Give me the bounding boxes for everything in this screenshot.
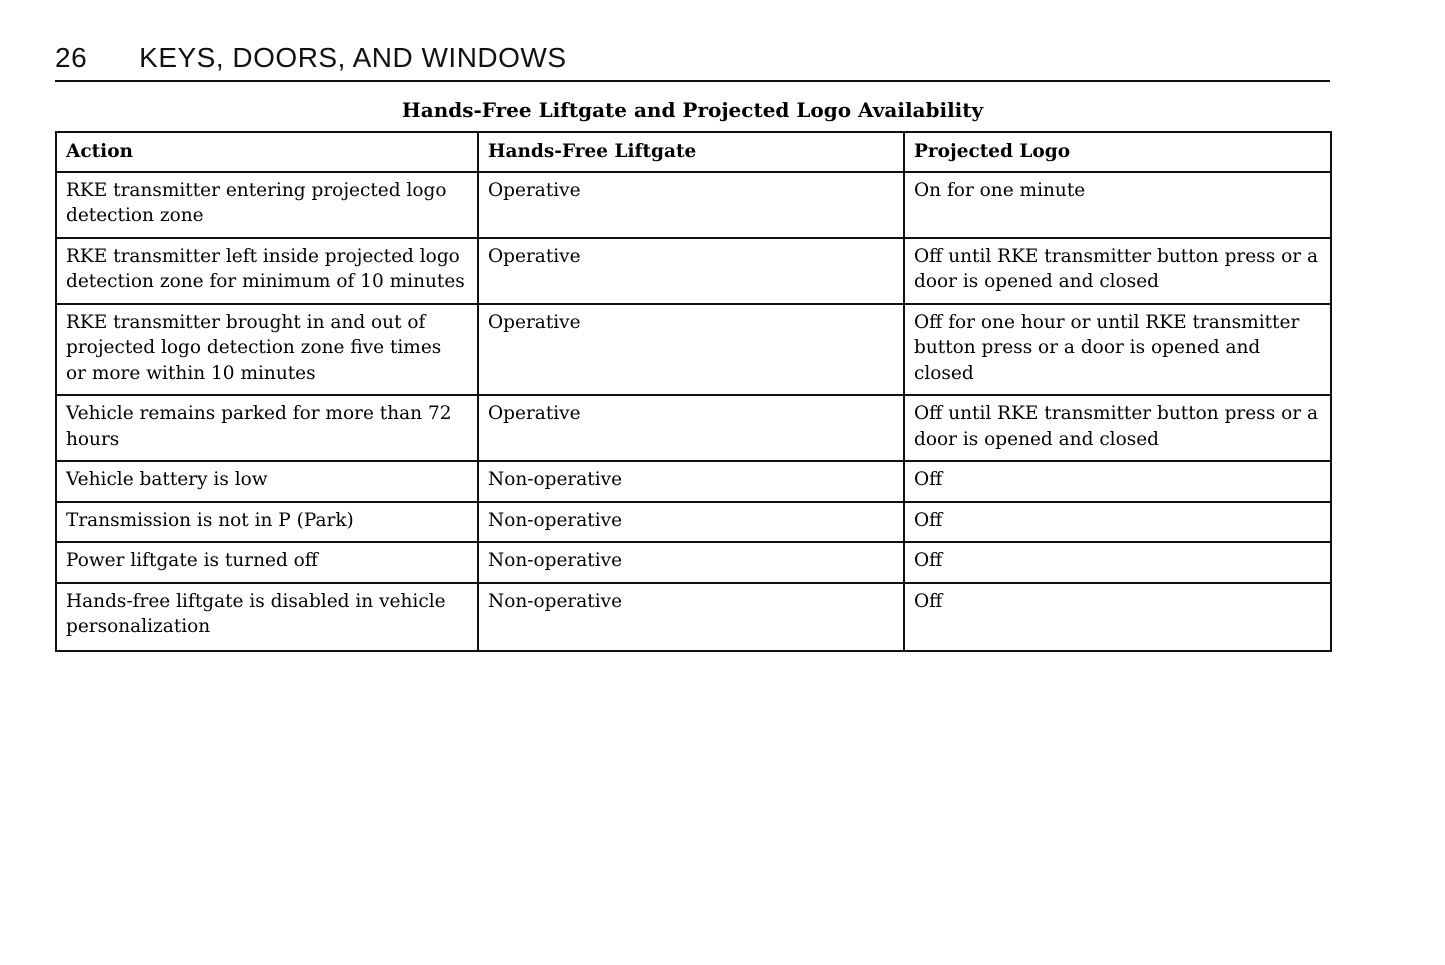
cell-logo: Off until RKE transmitter button press or a door is opened and closed (904, 238, 1331, 304)
cell-logo: Off (904, 461, 1331, 502)
table-row (56, 542, 1331, 583)
cell-liftgate: Non-operative (478, 583, 904, 651)
cell-logo: Off (904, 502, 1331, 543)
table-row (56, 304, 1331, 396)
cell-logo: Off (904, 583, 1331, 651)
cell-liftgate: Non-operative (478, 502, 904, 543)
table-title: Hands-Free Liftgate and Projected Logo Availability (401, 98, 984, 122)
cell-logo: On for one minute (904, 172, 1331, 238)
table-row (56, 461, 1331, 502)
table-row (56, 395, 1331, 461)
running-header (55, 0, 1330, 82)
cell-action: Vehicle battery is low (56, 461, 478, 502)
cell-action: Hands-free liftgate is disabled in vehicle personalization (56, 583, 478, 651)
table-row (56, 172, 1331, 238)
cell-action: Power liftgate is turned off (56, 542, 478, 583)
column-header-liftgate: Hands-Free Liftgate (478, 132, 904, 172)
cell-logo: Off until RKE transmitter button press or a door is opened and closed (904, 395, 1331, 461)
table-header-row (56, 132, 1331, 172)
cell-action: Transmission is not in P (Park) (56, 502, 478, 543)
cell-action: Vehicle remains parked for more than 72 hours (56, 395, 478, 461)
cell-action: RKE transmitter left inside projected logo detection zone for minimum of 10 minutes (56, 238, 478, 304)
section-title: KEYS, DOORS, AND WINDOWS (139, 42, 567, 73)
cell-liftgate: Operative (478, 238, 904, 304)
cell-action: RKE transmitter brought in and out of projected logo detection zone five times or more within 10 minutes (56, 304, 478, 396)
cell-liftgate: Non-operative (478, 542, 904, 583)
table-row (56, 502, 1331, 543)
availability-table (55, 131, 1332, 652)
cell-liftgate: Operative (478, 304, 904, 396)
table-row (56, 583, 1331, 651)
cell-logo: Off (904, 542, 1331, 583)
cell-liftgate: Non-operative (478, 461, 904, 502)
page-content (55, 0, 1330, 652)
column-header-action: Action (56, 132, 478, 172)
cell-liftgate: Operative (478, 395, 904, 461)
cell-liftgate: Operative (478, 172, 904, 238)
column-header-logo: Projected Logo (904, 132, 1331, 172)
page-number: 26 (55, 42, 88, 73)
cell-logo: Off for one hour or until RKE transmitter button press or a door is opened and closed (904, 304, 1331, 396)
cell-action: RKE transmitter entering projected logo detection zone (56, 172, 478, 238)
table-row (56, 238, 1331, 304)
